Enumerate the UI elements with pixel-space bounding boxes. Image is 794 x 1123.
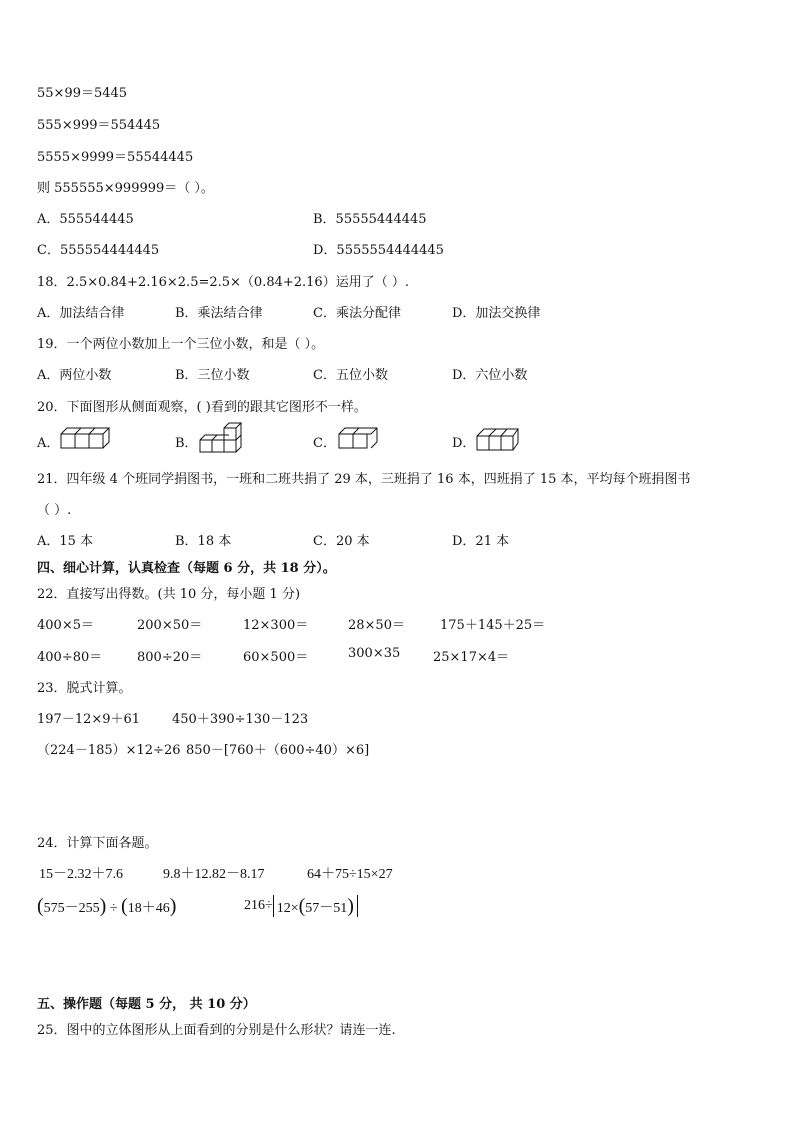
cube-figure-b: [199, 420, 249, 456]
q22-item: 25×17×4＝: [433, 650, 510, 665]
q17-option-a[interactable]: A．555544445: [37, 212, 134, 227]
square-bracket: 12×(57－51): [273, 895, 358, 917]
q23-item: 450＋390÷130－123: [172, 712, 309, 727]
q25-question: 25．图中的立体图形从上面看到的分别是什么形状？请连一连.: [37, 1023, 396, 1038]
q23-item: 197－12×9＋61: [37, 712, 141, 727]
q17-option-d[interactable]: D．5555554444445: [313, 243, 444, 258]
q21-blank: （ ）.: [37, 503, 72, 518]
q24-expr4-b: 18＋46: [127, 901, 170, 916]
q21-option-d[interactable]: D．21 本: [452, 534, 510, 549]
q21-question: 21．四年级 4 个班同学捐图书，一班和二班共捐了 29 本，三班捐了 16 本，四班捐了 15 本，平均每个班捐图书: [37, 472, 691, 487]
q24-expr4-a: 575－255: [43, 901, 100, 916]
q22-item: 400÷80＝: [37, 650, 103, 665]
q17-line3: 5555×9999＝55544445: [37, 150, 194, 165]
cube-figure-a: [60, 426, 112, 452]
q18-question: 18．2.5×0.84+2.16×2.5=2.5×（0.84+2.16）运用了（ ）.: [37, 275, 409, 290]
q24-expr5-in1: 12×: [276, 901, 299, 916]
q24-question: 24．计算下面各题。: [37, 836, 158, 851]
q20-option-d[interactable]: D．: [452, 436, 476, 451]
q17-line1: 55×99＝5445: [37, 86, 128, 101]
q19-option-d[interactable]: D．六位小数: [452, 368, 528, 383]
section5-title: 五、操作题（每题 5 分， 共 10 分）: [37, 997, 256, 1012]
q22-item: 300×35: [348, 646, 401, 661]
q22-item: 28×50＝: [348, 618, 405, 633]
cube-figure-c: [338, 426, 380, 452]
q20-option-a[interactable]: A．: [37, 436, 60, 451]
q23-question: 23．脱式计算。: [37, 681, 132, 696]
q22-item: 60×500＝: [243, 650, 309, 665]
q24-expr5: [244, 895, 358, 917]
q21-option-b[interactable]: B．18 本: [175, 534, 232, 549]
q24-item: 15－2.32＋7.6: [39, 867, 123, 882]
q20-option-b[interactable]: B．: [175, 436, 198, 451]
q22-item: 800÷20＝: [137, 650, 203, 665]
q19-question: 19．一个两位小数加上一个三位小数，和是（ ）。: [37, 337, 325, 352]
q20-option-c[interactable]: C．: [313, 436, 336, 451]
q21-option-a[interactable]: A．15 本: [37, 534, 94, 549]
q24-item: 64＋75÷15×27: [307, 867, 393, 882]
q24-expr5-in2: 57－51: [305, 901, 348, 916]
q17-option-b[interactable]: B．55555444445: [313, 212, 427, 227]
q23-item: 850－[760＋（600÷40）×6]: [186, 743, 370, 758]
q19-option-b[interactable]: B．三位小数: [175, 368, 250, 383]
q22-item: 175＋145＋25＝: [440, 618, 546, 633]
q20-question: 20．下面图形从侧面观察，( )看到的跟其它图形不一样。: [37, 400, 367, 415]
q19-option-c[interactable]: C．五位小数: [313, 368, 388, 383]
q22-item: 12×300＝: [243, 618, 309, 633]
q24-item: 9.8＋12.82－8.17: [163, 867, 265, 882]
q17-option-c[interactable]: C．555554444445: [37, 243, 160, 258]
q18-option-d[interactable]: D．加法交换律: [452, 306, 541, 321]
q22-item: 400×5＝: [37, 618, 94, 633]
q18-option-c[interactable]: C．乘法分配律: [313, 306, 401, 321]
cube-figure-d: [476, 426, 520, 454]
q17-line2: 555×999＝554445: [37, 118, 161, 133]
q19-option-a[interactable]: A．两位小数: [37, 368, 112, 383]
q24-expr4: (575－255) ÷ (18＋46): [37, 895, 177, 917]
q21-option-c[interactable]: C．20 本: [313, 534, 370, 549]
q18-option-b[interactable]: B．乘法结合律: [175, 306, 263, 321]
q22-question: 22．直接写出得数。(共 10 分，每小题 1 分): [37, 587, 301, 602]
q23-item: （224－185）×12÷26: [37, 743, 181, 758]
q18-option-a[interactable]: A．加法结合律: [37, 306, 125, 321]
section4-title: 四、细心计算，认真检查（每题 6 分，共 18 分）。: [37, 561, 336, 576]
q24-expr5-pre: 216÷: [244, 898, 273, 914]
q17-question: 则 555555×999999＝（ ）。: [37, 181, 214, 196]
q24-expr4-op: ÷: [109, 901, 118, 916]
q22-item: 200×50＝: [137, 618, 203, 633]
